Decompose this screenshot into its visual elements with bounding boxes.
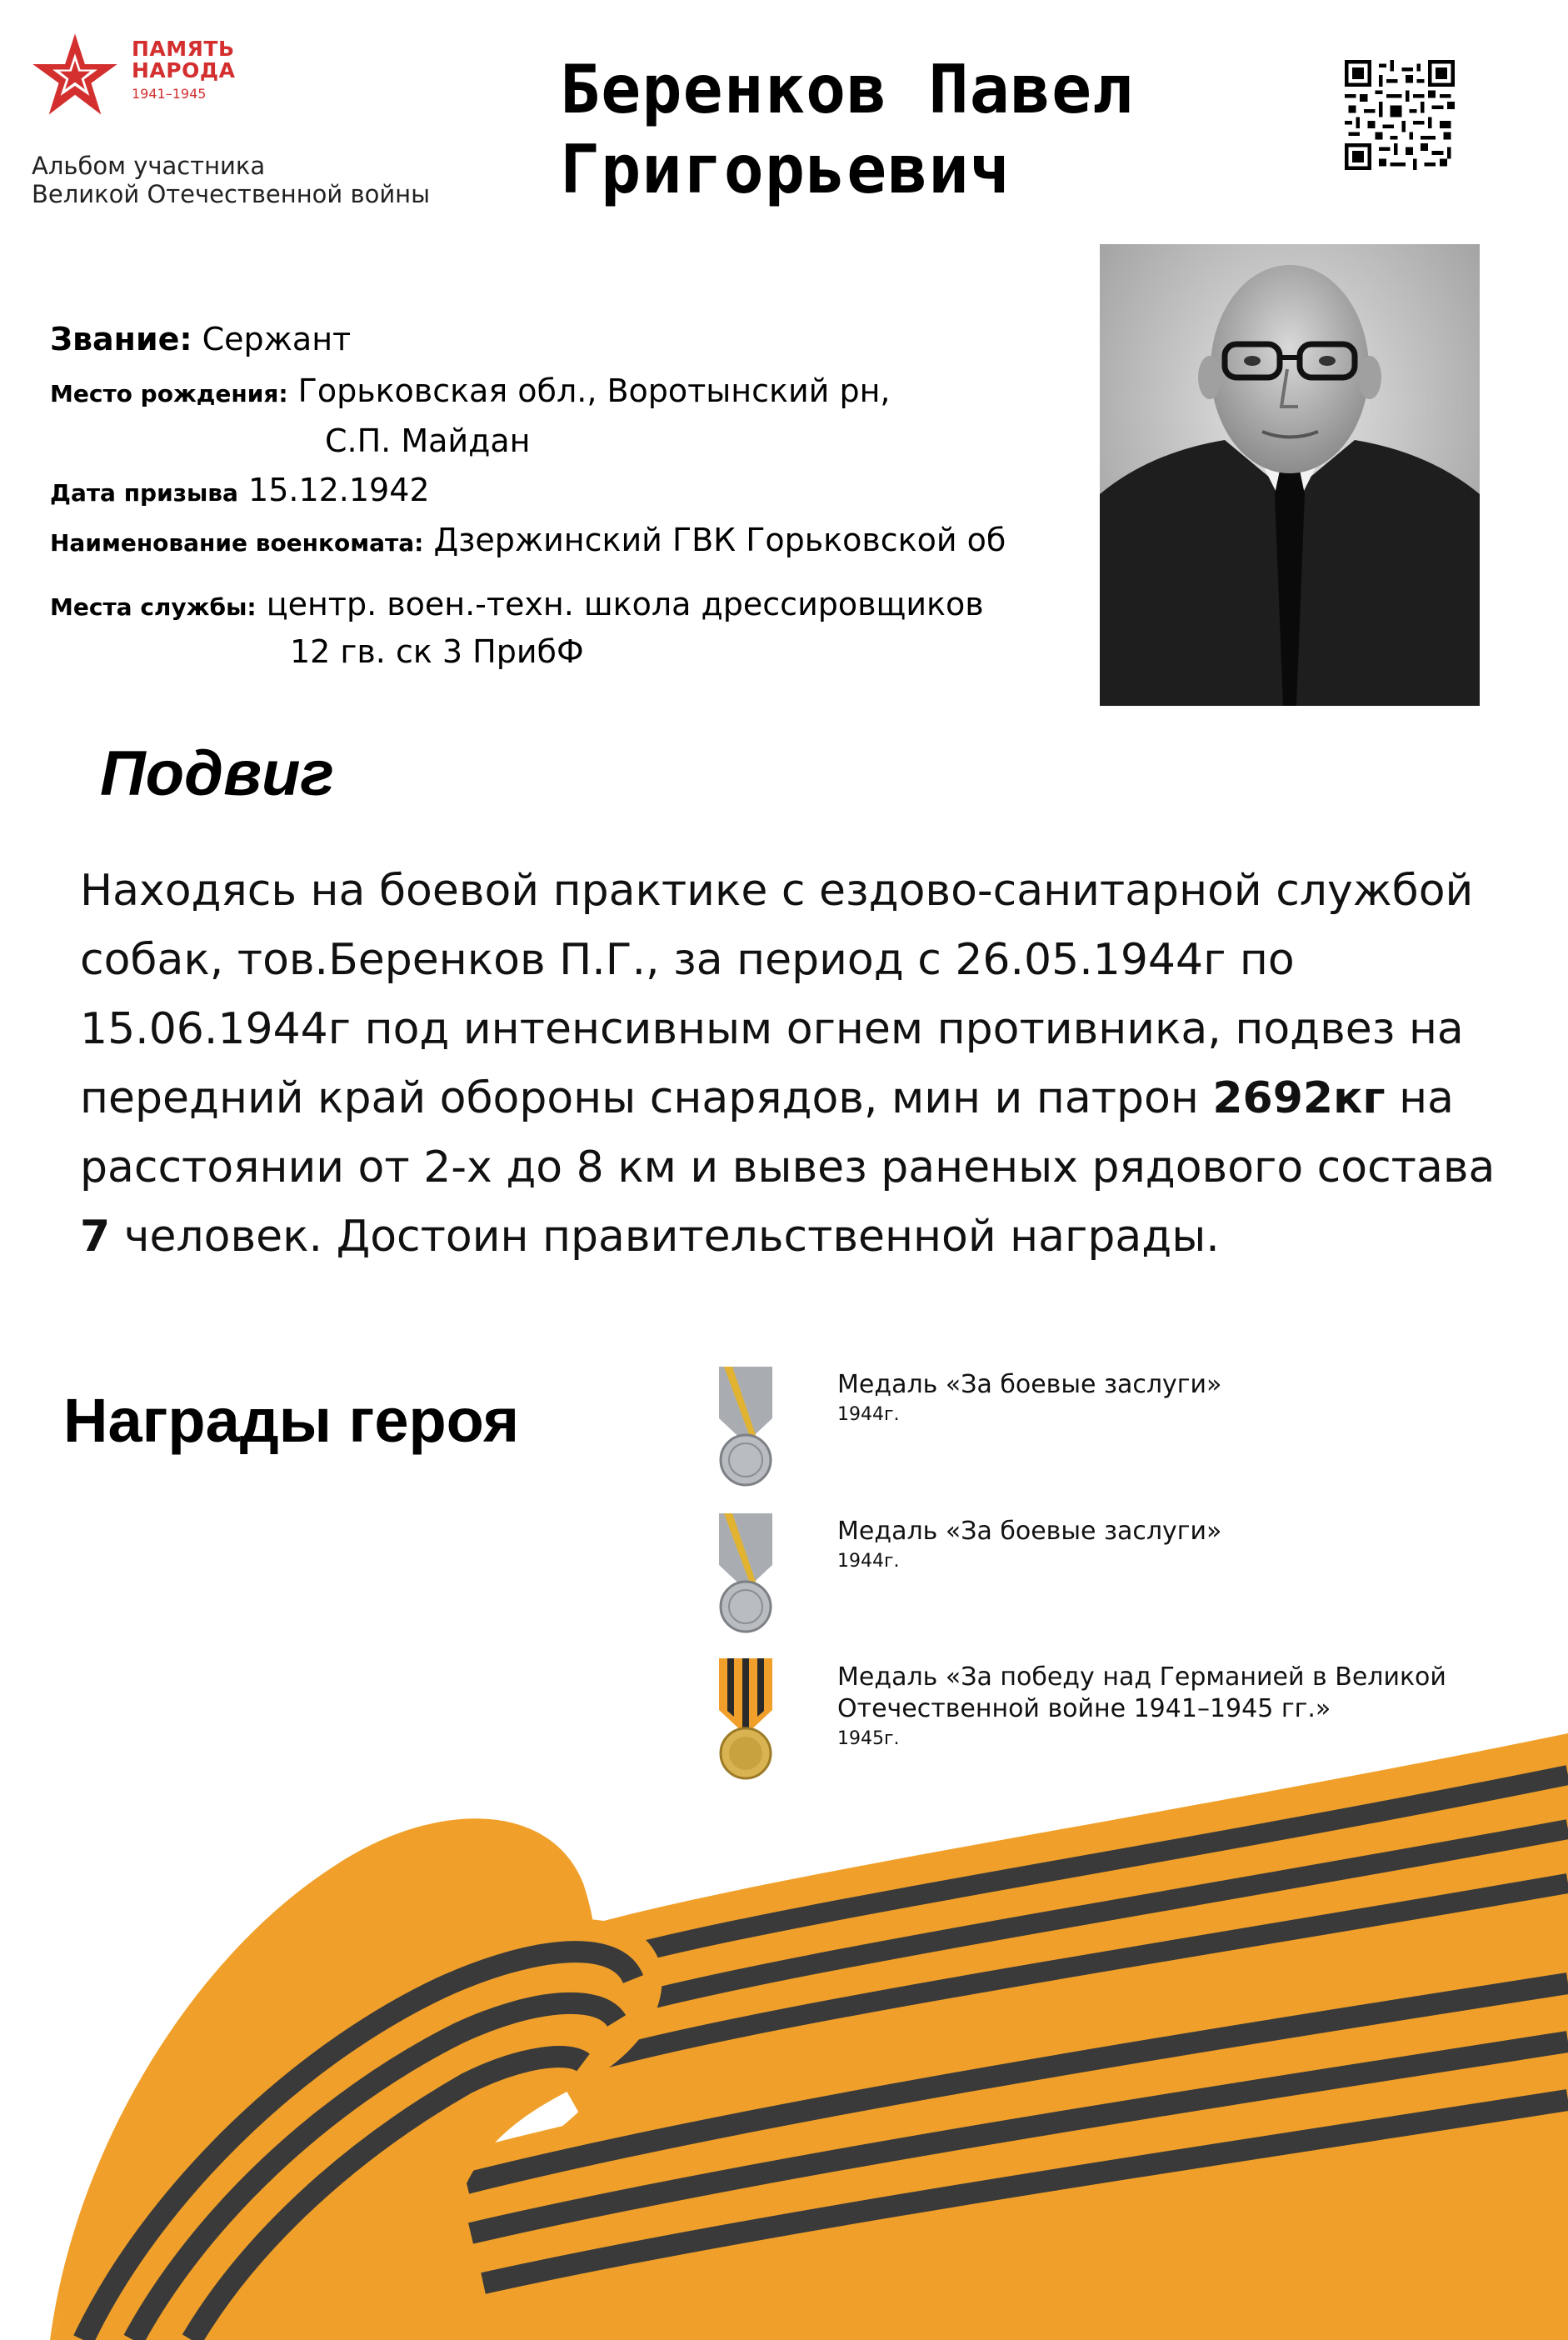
rank-value: Сержант [202,321,352,358]
award-item-2 [837,1516,1221,1572]
hero-name-line-2: Григорьевич [560,131,1011,208]
st-george-ribbon-icon [0,1683,1568,2340]
star-logo-icon [30,30,120,120]
awards-title: Награды героя [63,1386,520,1455]
birthplace-label: Место рождения: [50,380,288,408]
rank-label: Звание: [50,321,192,358]
service-value-2: 12 гв. ск 3 ПрибФ [290,633,584,670]
award-2-name: Медаль «За боевые заслуги» [837,1517,1222,1546]
award-item-3 [837,1662,1446,1749]
award-1-name: Медаль «За боевые заслуги» [837,1370,1222,1399]
logo-line-2: НАРОДА [132,58,236,83]
award-1-year: 1944г. [837,1404,900,1425]
album-caption [32,152,430,208]
feat-text-part-3: человек. Достоин правительственной награды. [110,1212,1220,1262]
feat-title: Подвиг [100,738,334,809]
feat-text [80,857,1513,1272]
birthplace-value-1: Горьковская обл., Воротынский рн, [297,372,891,409]
logo-line-1: ПАМЯТЬ [132,37,235,61]
rank-row [50,321,351,358]
office-row [50,522,1006,562]
award-3-name-line-1: Медаль «За победу над Германией в Великой [837,1662,1446,1692]
office-value: Дзержинский ГВК Горьковской об [433,522,1006,558]
album-line-1: Альбом участника [32,152,266,180]
medal-combat-merit-icon [712,1513,779,1638]
draft-value: 15.12.1942 [248,472,430,508]
feat-cargo-weight: 2692кг [1212,1073,1386,1123]
award-3-year: 1945г. [837,1728,900,1749]
logo-years: 1941–1945 [132,85,207,102]
hero-name-line-1: Беренков Павел [560,51,1134,128]
birthplace-value-2: С.П. Майдан [325,422,531,459]
hero-portrait-photo [1100,244,1480,706]
logo-text [132,38,235,101]
feat-text-part-2: на расстоянии от 2-х до 8 км и вывез раненых рядового состава [80,1073,1496,1192]
service-label: Места службы: [50,593,257,621]
qr-code-icon[interactable] [1345,60,1455,170]
service-value-1: центр. воен.-техн. школа дрессировщиков [266,586,984,622]
award-3-name-line-2: Отечественной войне 1941–1945 гг.» [837,1694,1331,1723]
service-row [50,586,984,626]
office-label: Наименование военкомата: [50,529,424,557]
draft-row [50,472,430,512]
feat-text-part-1: Находясь на боевой практике с ездово-санитарной службой собак, тов.Беренков П.Г., за период с 26.05.1944г по 15.06.1944г под интенсивным огнем противника, подвез на передний край обороны снарядов, мин и патрон [80,866,1474,1123]
album-line-2: Великой Отечественной войны [32,180,431,208]
award-2-year: 1944г. [837,1551,900,1572]
medal-combat-merit-icon [712,1367,779,1492]
feat-wounded-count: 7 [80,1212,111,1262]
draft-label: Дата призыва [50,479,238,507]
medal-victory-germany-icon [712,1658,779,1783]
birthplace-row [50,372,891,412]
award-item-1 [837,1369,1221,1425]
hero-name [560,50,1310,210]
